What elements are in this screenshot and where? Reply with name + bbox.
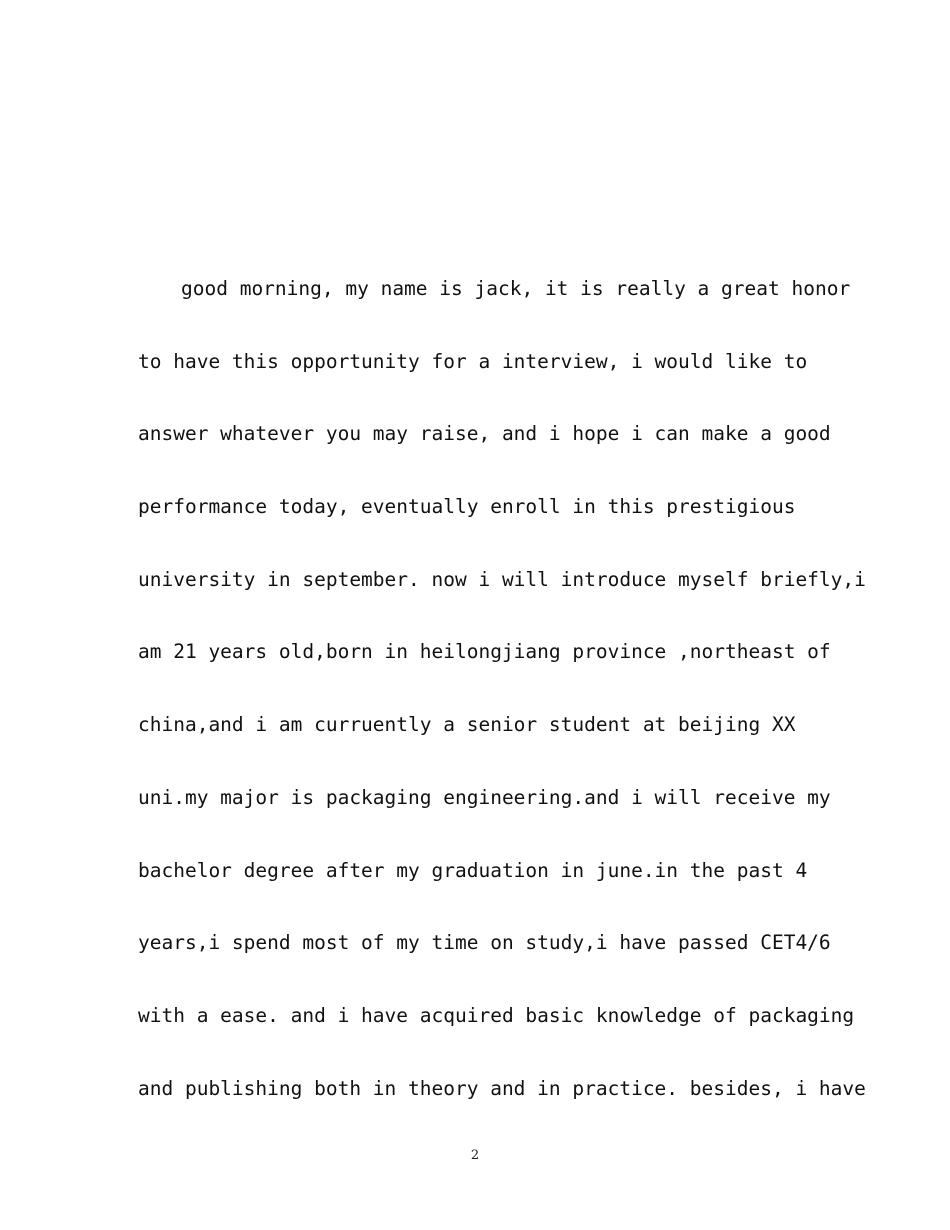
text-line: bachelor degree after my graduation in june.in the past 4 xyxy=(138,858,808,882)
text-line: with a ease. and i have acquired basic knowledge of packaging xyxy=(138,1003,855,1027)
text-line: to have this opportunity for a interview, i would like to xyxy=(138,349,808,373)
text-line: university in september. now i will introduce myself briefly,i xyxy=(138,567,866,591)
body-paragraph xyxy=(138,271,866,1143)
text-line: performance today, eventually enroll in this prestigious xyxy=(138,495,796,519)
text-line: answer whatever you may raise, and i hope i can make a good xyxy=(138,422,831,446)
text-line: and publishing both in theory and in practice. besides, i have xyxy=(138,1076,866,1100)
text-line: good morning, my name is jack, it is really a great honor xyxy=(181,277,851,300)
text-line: years,i spend most of my time on study,i have passed CET4/6 xyxy=(138,931,831,955)
text-line: china,and i am curruently a senior student at beijing XX xyxy=(138,713,796,737)
text-line: am 21 years old,born in heilongjiang province ,northeast of xyxy=(138,640,831,664)
page-number: 2 xyxy=(470,1148,480,1163)
text-line: uni.my major is packaging engineering.and i will receive my xyxy=(138,785,831,809)
